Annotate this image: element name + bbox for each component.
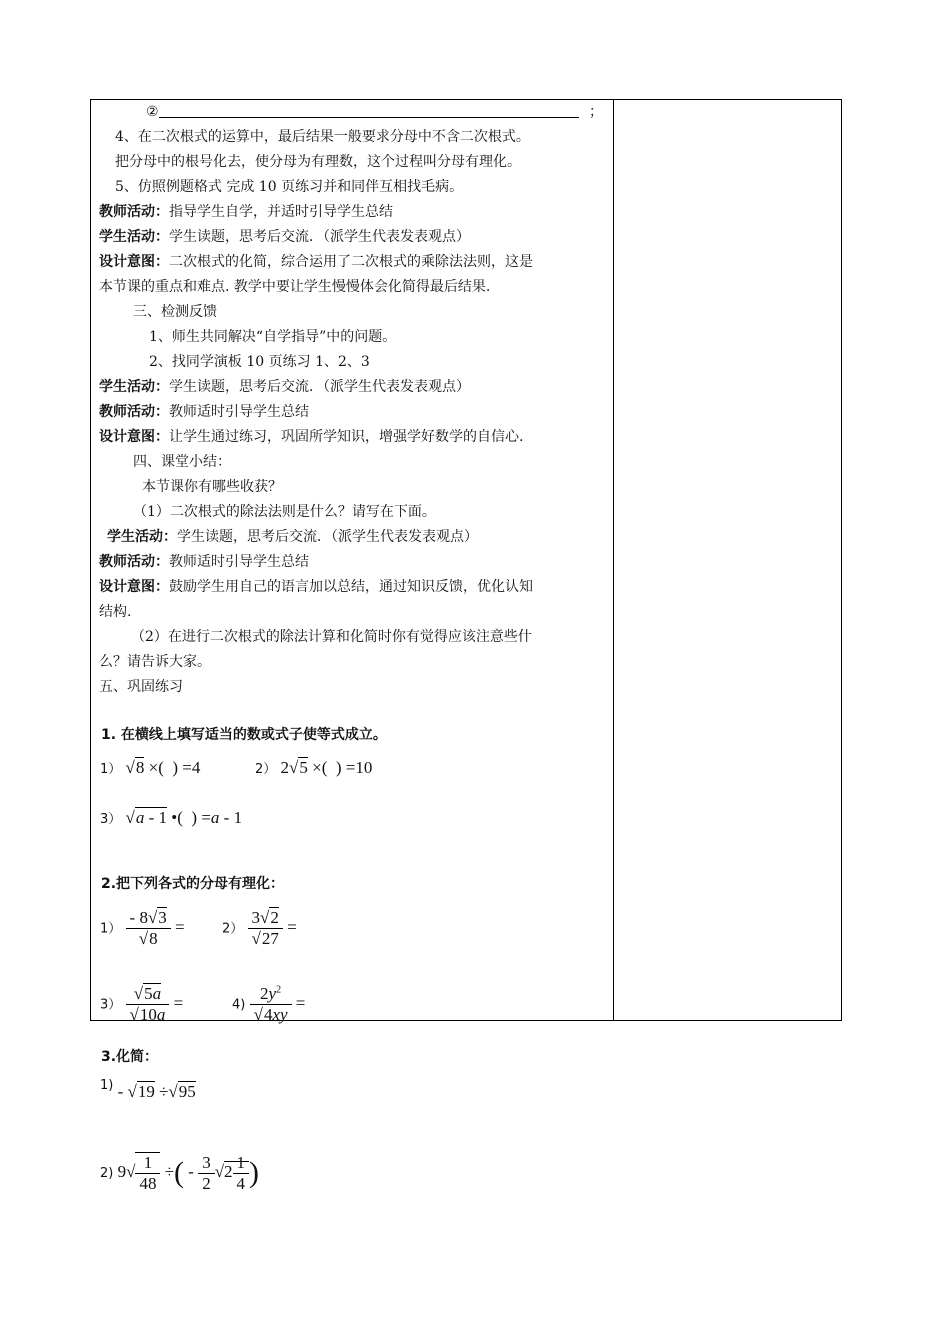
exercise-title: 3.化简：: [101, 1049, 159, 1065]
text-line: （1）二次根式的除法法则是什么？请写在下面。: [133, 504, 436, 520]
section-heading: 五、巩固练习: [99, 679, 183, 695]
text-line: 1、师生共同解决“自学指导”中的问题。: [149, 329, 397, 345]
text-line: 本节课你有哪些收获？: [142, 479, 282, 495]
student-activity: 学生活动：学生读题，思考后交流．（派学生代表发表观点）: [99, 379, 470, 395]
text-line: 5、仿照例题格式 完成 10 页练习并和同伴互相找毛病。: [115, 179, 464, 195]
column-divider: [613, 99, 614, 1021]
exercise-3-2: 2) 9√ $\frac{1}{48}$ ÷( - $\frac{3}{2}$ √2 $\frac{1}{4}$ ): [100, 1152, 260, 1193]
exercise-1-2: 2） 2√5 ×( ) =10: [255, 758, 373, 777]
teacher-activity: 教师活动：教师适时引导学生总结: [99, 404, 309, 420]
design-intent: 设计意图：让学生通过练习，巩固所学知识，增强学好数学的自信心.: [99, 429, 524, 445]
blank-line-item: ② ；: [146, 104, 604, 120]
student-activity: 学生活动：学生读题，思考后交流．（派学生代表发表观点）: [99, 229, 470, 245]
fill-blank[interactable]: [159, 103, 579, 118]
exercise-1-3: 3） √a - 1 •( ) =a - 1: [100, 808, 243, 827]
text-line: 2、找同学演板 10 页练习 1、2、3: [149, 354, 370, 370]
teacher-activity: 教师活动：指导学生自学，并适时引导学生总结: [99, 204, 393, 220]
exercise-title: 2.把下列各式的分母有理化：: [101, 876, 285, 892]
section-heading: 四、课堂小结：: [133, 454, 231, 470]
exercise-2-2: 2） $\frac{3√2}{√27}$ =: [222, 908, 297, 948]
exercise-1-1: 1） √8 ×( ) =4: [100, 758, 201, 777]
exercise-3-1: $^{1)}$ - √19 ÷√95: [100, 1078, 196, 1101]
section-heading: 三、检测反馈: [133, 304, 217, 320]
design-intent: 设计意图：鼓励学生用自己的语言加以总结，通过知识反馈，优化认知: [99, 579, 533, 595]
exercise-2-1: 1） $\frac{- 8√3}{√8}$ =: [100, 908, 185, 948]
design-intent: 设计意图：二次根式的化简，综合运用了二次根式的乘除法法则，这是: [99, 254, 533, 270]
text-line: 结构.: [99, 604, 132, 620]
text-line: 本节课的重点和难点. 教学中要让学生慢慢体会化简得最后结果.: [99, 279, 491, 295]
exercise-title: 1. 在横线上填写适当的数或式子使等式成立。: [101, 727, 387, 743]
teacher-activity: 教师活动：教师适时引导学生总结: [99, 554, 309, 570]
exercise-2-4: 4) $\frac{2y^2}{√4xy}$ =: [232, 984, 306, 1024]
text-line: 4、在二次根式的运算中，最后结果一般要求分母中不含二次根式。: [115, 129, 530, 145]
text-line: 么？请告诉大家。: [99, 654, 211, 670]
text-line: 把分母中的根号化去，使分母为有理数，这个过程叫分母有理化。: [115, 154, 521, 170]
student-activity: 学生活动：学生读题，思考后交流．（派学生代表发表观点）: [107, 529, 478, 545]
text-line: （2）在进行二次根式的除法计算和化简时你有觉得应该注意些什: [131, 629, 532, 645]
exercise-2-3: 3） $\frac{√5a}{√10a}$ =: [100, 984, 184, 1024]
